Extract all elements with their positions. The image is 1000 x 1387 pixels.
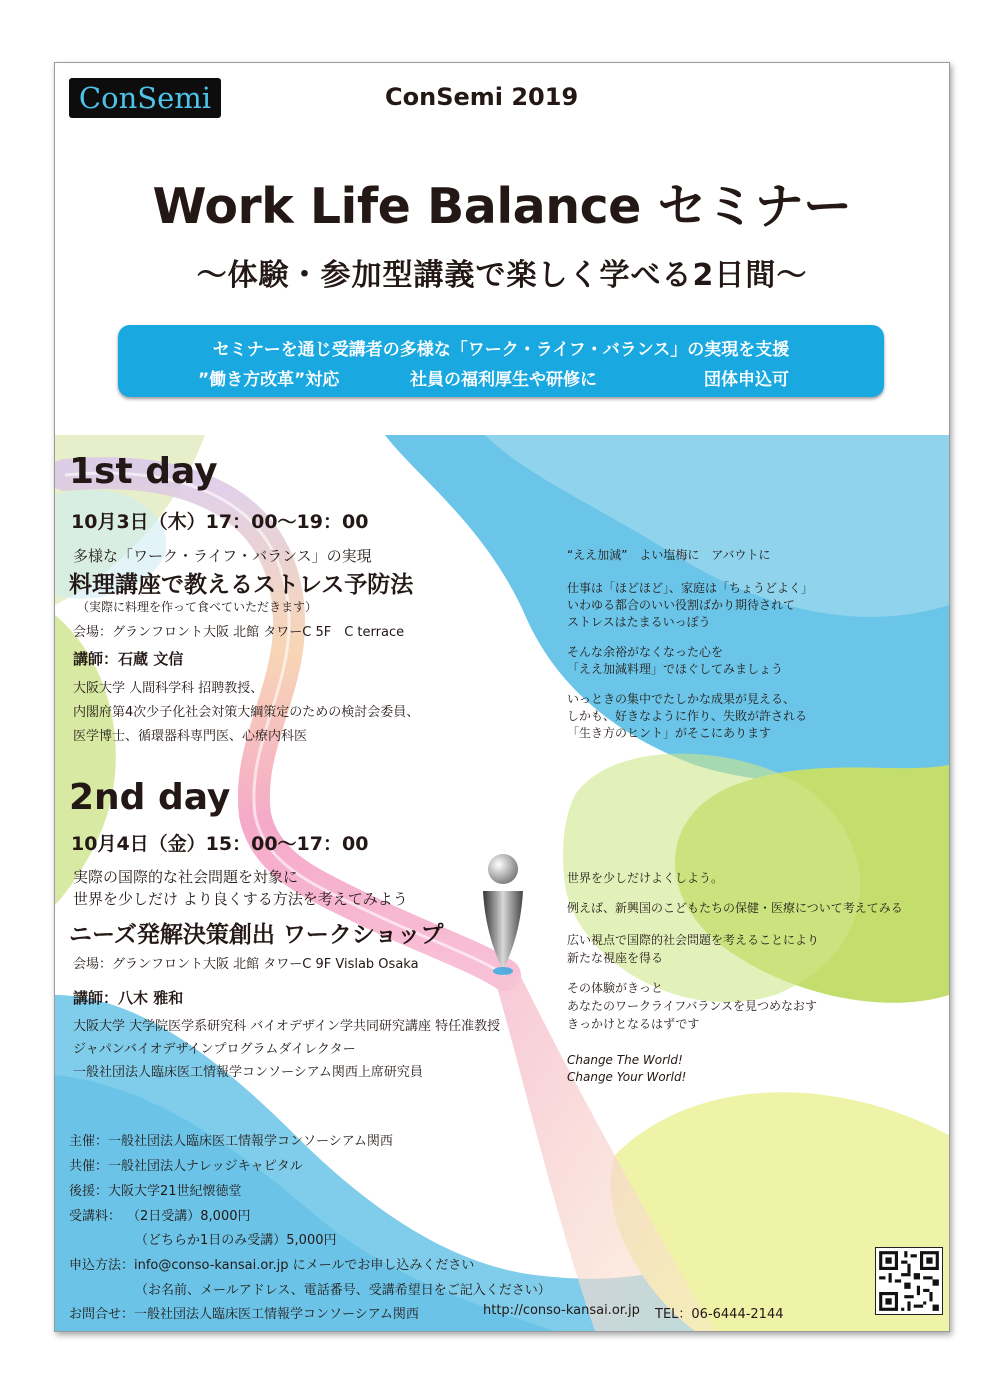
day1-side-line: 「生き方のヒント」がそこにあります <box>567 726 772 740</box>
footer-tel: TEL：06-6444-2144 <box>655 1307 784 1322</box>
day2-side-line: 広い視点で国際的社会問題を考えることにより <box>567 933 820 947</box>
feature-banner <box>118 325 884 397</box>
day2-side-line: 世界を少しだけよくしよう。 <box>567 871 724 885</box>
day2-side-line: その体験がきっと <box>567 981 664 995</box>
day1-side-line: 「ええ加減料理」でほぐしてみましょう <box>567 662 784 676</box>
footer-fee-label: 受講料： <box>69 1209 122 1224</box>
day2-venue: 会場：グランフロント大阪 北館 タワーC 9F Vislab Osaka <box>73 957 419 972</box>
day1-theme: 多様な「ワーク・ライフ・バランス」の実現 <box>73 547 372 565</box>
day2-date: 10月4日（金）15：00〜17：00 <box>71 833 369 855</box>
footer-fee-two-day: （2日受講）8,000円 <box>127 1209 251 1224</box>
day2-side-line: あなたのワークライフバランスを見つめなおす <box>567 999 817 1013</box>
day2-intro: 実際の国際的な社会問題を対象に <box>73 868 299 886</box>
day2-title: ニーズ発解決策創出 ワークショップ <box>69 922 444 948</box>
day1-bio-line: 大阪大学 人間科学科 招聘教授、 <box>73 681 264 696</box>
footer-url[interactable]: http://conso-kansai.or.jp <box>483 1303 640 1318</box>
day1-bio-line: 医学博士、循環器科専門医、心療内科医 <box>73 729 308 744</box>
day1-side-line: 仕事は「ほどほど」、家庭は「ちょうどよく」 <box>567 581 814 595</box>
seminar-poster <box>54 62 950 1332</box>
consemi-logo: ConSemi <box>69 78 221 118</box>
page-title: Work Life Balance セミナー <box>152 178 852 235</box>
day2-slogan: Change The World! <box>567 1053 683 1067</box>
day1-side-line: いわゆる都合のいい役割ばかり期待されて <box>567 598 796 612</box>
banner-item-group: 団体申込可 <box>704 370 789 390</box>
day1-title: 料理講座で教えるストレス予防法 <box>69 572 414 598</box>
footer-fee-one-day: （どちらか1日のみ受講）5,000円 <box>135 1233 337 1248</box>
footer-support: 後援：大阪大学21世紀懐徳堂 <box>69 1184 242 1199</box>
day1-bio-line: 内閣府第4次少子化社会対策大綱策定のための検討会委員、 <box>73 705 420 720</box>
day1-side-line: そんな余裕がなくなった心を <box>567 645 724 659</box>
banner-item-welfare: 社員の福利厚生や研修に <box>410 370 597 390</box>
footer-cohost: 共催：一般社団法人ナレッジキャピタル <box>69 1159 303 1174</box>
day1-side-line: “ええ加減” よい塩梅に アバウトに <box>567 548 771 562</box>
day2-bio-line: 一般社団法人臨床医工情報学コンソーシアム関西上席研究員 <box>73 1065 423 1080</box>
series-title: ConSemi 2019 <box>385 83 579 111</box>
day2-intro: 世界を少しだけ より良くする方法を考えてみよう <box>73 890 408 908</box>
day2-lecturer: 講師：八木 雅和 <box>73 989 184 1007</box>
day2-bio-line: ジャパンバイオデザインプログラムダイレクター <box>73 1042 356 1057</box>
qr-code-icon[interactable] <box>875 1247 943 1315</box>
day1-venue: 会場：グランフロント大阪 北館 タワーC 5F C terrace <box>73 625 405 640</box>
day2-side-line: 新たな視座を得る <box>567 951 664 965</box>
day1-side-line: ストレスはたまるいっぽう <box>567 615 711 629</box>
banner-line: セミナーを通じ受講者の多様な「ワーク・ライフ・バランス」の実現を支援 <box>212 340 790 360</box>
footer-apply-note: （お名前、メールアドレス、電話番号、受講希望日をご記入ください） <box>135 1283 551 1298</box>
day1-note: （実際に料理を作って食べていただきます） <box>77 600 318 614</box>
day2-side-line: 例えば、新興国のこどもたちの保健・医療について考えてみる <box>567 901 903 915</box>
footer-contact: お問合せ：一般社団法人臨床医工情報学コンソーシアム関西 <box>69 1307 419 1322</box>
day1-date: 10月3日（木）17：00〜19：00 <box>71 511 369 533</box>
page-subtitle: 〜体験・参加型講義で楽しく学べる2日間〜 <box>196 258 808 293</box>
day1-side-line: しかも、好きなように作り、失敗が許される <box>567 709 808 723</box>
day2-slogan: Change Your World! <box>567 1070 687 1084</box>
day1-side-line: いっときの集中でたしかな成果が見える、 <box>567 692 796 706</box>
day2-side-line: きっかけとなるはずです <box>567 1017 700 1031</box>
day2-heading: 2nd day <box>69 777 231 818</box>
day2-bio-line: 大阪大学 大学院医学系研究科 バイオデザイン学共同研究講座 特任准教授 <box>73 1019 501 1034</box>
footer-host: 主催：一般社団法人臨床医工情報学コンソーシアム関西 <box>69 1134 393 1149</box>
day1-heading: 1st day <box>69 451 218 492</box>
footer-apply: 申込方法：info@conso-kansai.or.jp にメールでお申し込みください <box>69 1258 475 1273</box>
banner-item-reform: ”働き方改革”対応 <box>198 370 340 390</box>
day1-lecturer: 講師：石蔵 文信 <box>73 650 184 668</box>
